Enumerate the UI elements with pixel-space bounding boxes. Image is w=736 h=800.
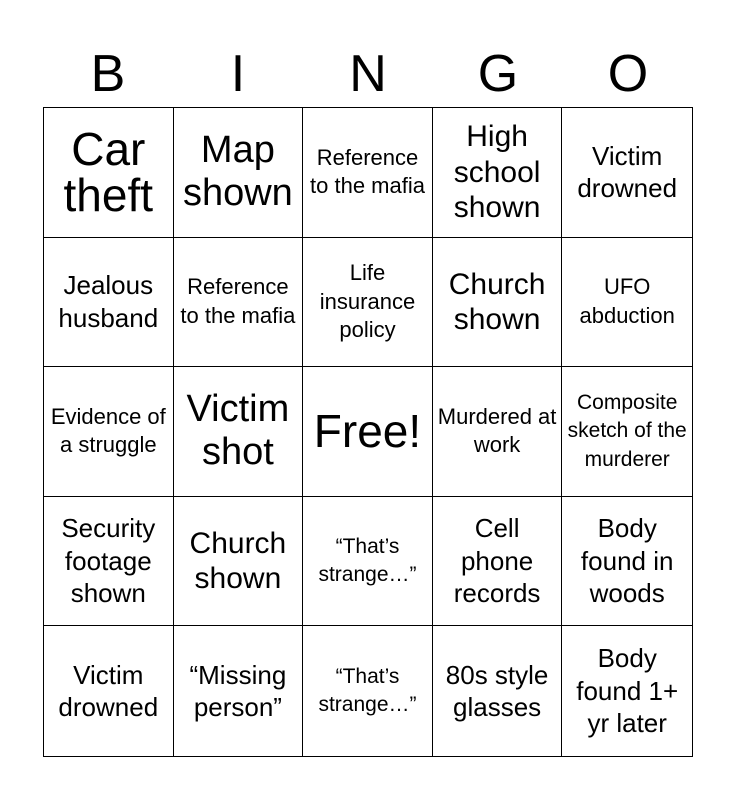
bingo-cell[interactable]: Composite sketch of the murderer bbox=[562, 367, 692, 497]
bingo-cell[interactable]: Church shown bbox=[174, 497, 304, 627]
bingo-cell[interactable]: Map shown bbox=[174, 108, 304, 238]
bingo-cell[interactable]: Cell phone records bbox=[433, 497, 563, 627]
bingo-cell[interactable]: Reference to the mafia bbox=[174, 238, 304, 368]
bingo-cell[interactable]: “Missing person” bbox=[174, 626, 304, 756]
bingo-cell[interactable]: “That’s strange…” bbox=[303, 497, 433, 627]
bingo-cell[interactable]: Body found 1+ yr later bbox=[576, 643, 679, 739]
bingo-header bbox=[43, 40, 693, 108]
bingo-cell[interactable]: High school shown bbox=[433, 108, 563, 238]
bingo-cell[interactable]: “That’s strange…” bbox=[303, 626, 433, 756]
bingo-card bbox=[43, 107, 693, 757]
bingo-cell[interactable]: Murdered at work bbox=[433, 367, 563, 497]
bingo-cell[interactable]: Evidence of a struggle bbox=[44, 367, 174, 497]
bingo-cell[interactable]: Jealous husband bbox=[44, 238, 174, 368]
bingo-cell[interactable]: Church shown bbox=[433, 238, 563, 368]
bingo-cell[interactable]: Victim drowned bbox=[562, 108, 692, 238]
bingo-cell[interactable]: Victim shot bbox=[174, 367, 304, 497]
header-letter-b: B bbox=[90, 45, 126, 103]
header-letter-n: N bbox=[349, 45, 387, 103]
header-letter-i: I bbox=[230, 45, 246, 103]
bingo-cell[interactable]: Car theft bbox=[44, 108, 174, 238]
bingo-cell[interactable]: 80s style glasses bbox=[433, 626, 563, 756]
bingo-cell[interactable]: Life insurance policy bbox=[303, 238, 433, 368]
header-letter-g: G bbox=[477, 45, 519, 103]
bingo-cell[interactable]: Victim drowned bbox=[44, 626, 174, 756]
free-space[interactable]: Free! bbox=[303, 367, 433, 497]
bingo-cell[interactable]: Reference to the mafia bbox=[303, 108, 433, 238]
header-letter-o: O bbox=[607, 45, 649, 103]
bingo-cell[interactable]: Body found in woods bbox=[562, 497, 692, 627]
bingo-cell[interactable]: Security footage shown bbox=[44, 497, 174, 627]
bingo-cell[interactable]: UFO abduction bbox=[562, 238, 692, 368]
